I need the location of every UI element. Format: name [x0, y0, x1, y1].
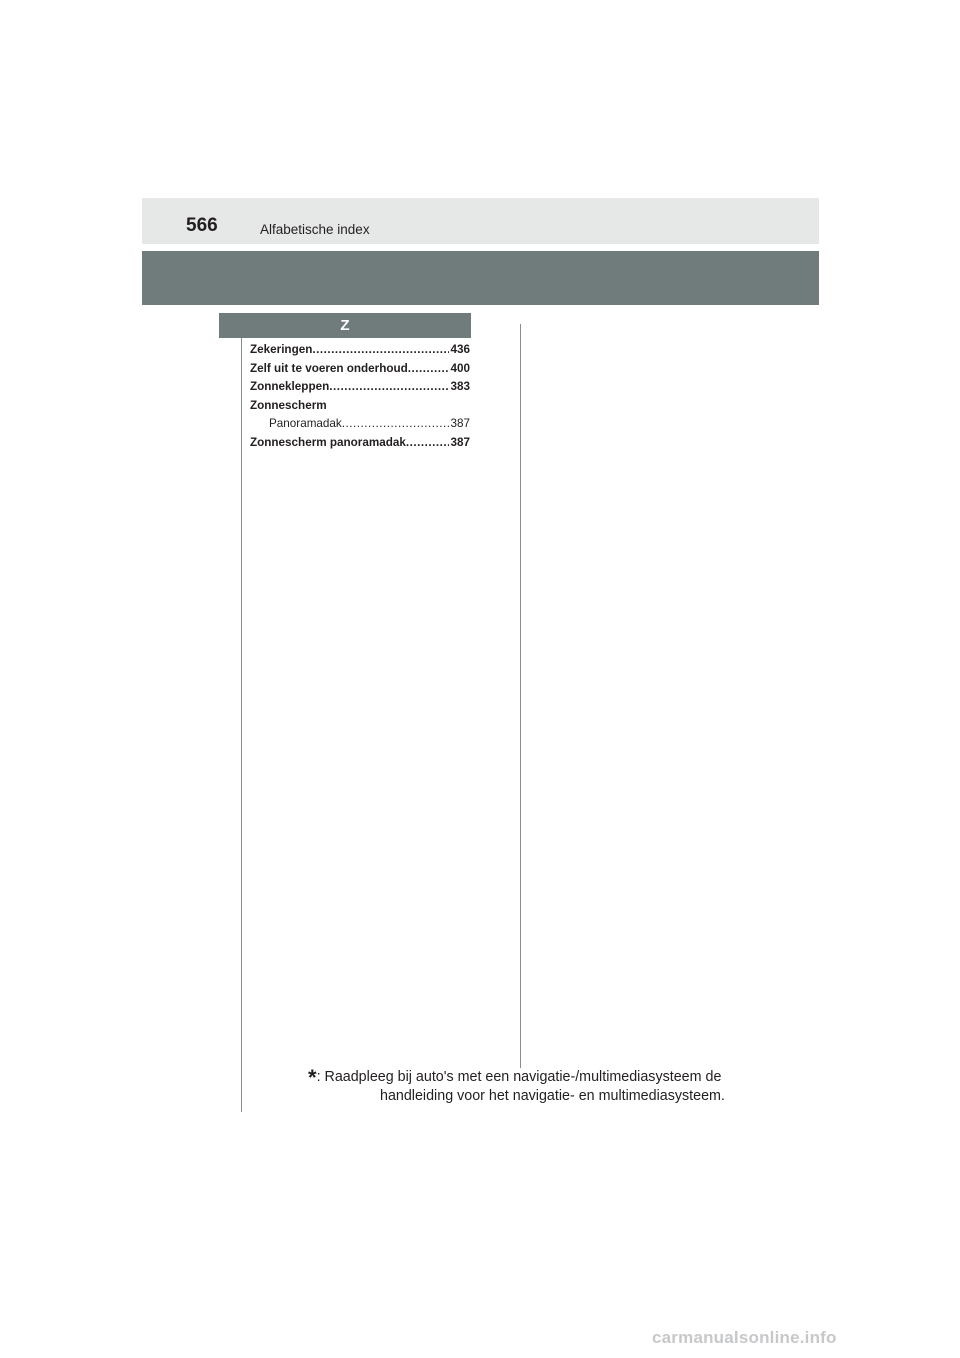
index-entry-label: Zelf uit te voeren onderhoud [250, 361, 408, 375]
index-entry-page: 387 [450, 417, 470, 430]
index-entry-zelf-onderhoud[interactable] [250, 360, 470, 379]
footnote-asterisk: * [308, 1065, 317, 1090]
watermark: carmanualsonline.info [652, 1328, 837, 1347]
leader-dots [312, 341, 449, 360]
index-entry-zonnekleppen[interactable] [250, 378, 470, 397]
title-bar [142, 251, 819, 305]
column-divider-middle [520, 324, 521, 1068]
footnote [308, 1065, 753, 1106]
index-entry-label: Panoramadak [269, 417, 342, 430]
index-entry-page: 400 [450, 361, 470, 375]
leader-dots [408, 360, 450, 379]
index-entry-page: 383 [450, 380, 470, 393]
column-divider-left [241, 338, 242, 1112]
index-entry-zonnescherm-panoramadak[interactable] [250, 434, 470, 453]
index-letter-heading: Z [219, 313, 471, 338]
leader-dots [329, 378, 449, 397]
section-title: Alfabetische index [260, 222, 370, 237]
index-subentry-panoramadak[interactable] [250, 415, 470, 434]
leader-dots [406, 434, 450, 453]
index-entry-zonnescherm [250, 397, 470, 416]
leader-dots [342, 415, 450, 434]
index-entry-label: Zekeringen [250, 343, 313, 356]
footnote-text-1: : Raadpleeg bij auto's met een navigatie-/multimediasysteem de [316, 1069, 722, 1085]
index-list [250, 341, 470, 452]
page-number: 566 [186, 215, 218, 236]
index-entry-zekeringen[interactable] [250, 341, 470, 360]
index-entry-page: 436 [450, 343, 470, 356]
footnote-line-2: handleiding voor het navigatie- en multimediasysteem. [380, 1088, 725, 1104]
index-entry-label: Zonnescherm [250, 398, 327, 412]
index-entry-label: Zonnekleppen [250, 380, 330, 393]
index-entry-label: Zonnescherm panoramadak [250, 435, 406, 449]
index-entry-page: 387 [450, 435, 470, 449]
header-band [142, 198, 819, 244]
footnote-line-1 [308, 1065, 753, 1090]
